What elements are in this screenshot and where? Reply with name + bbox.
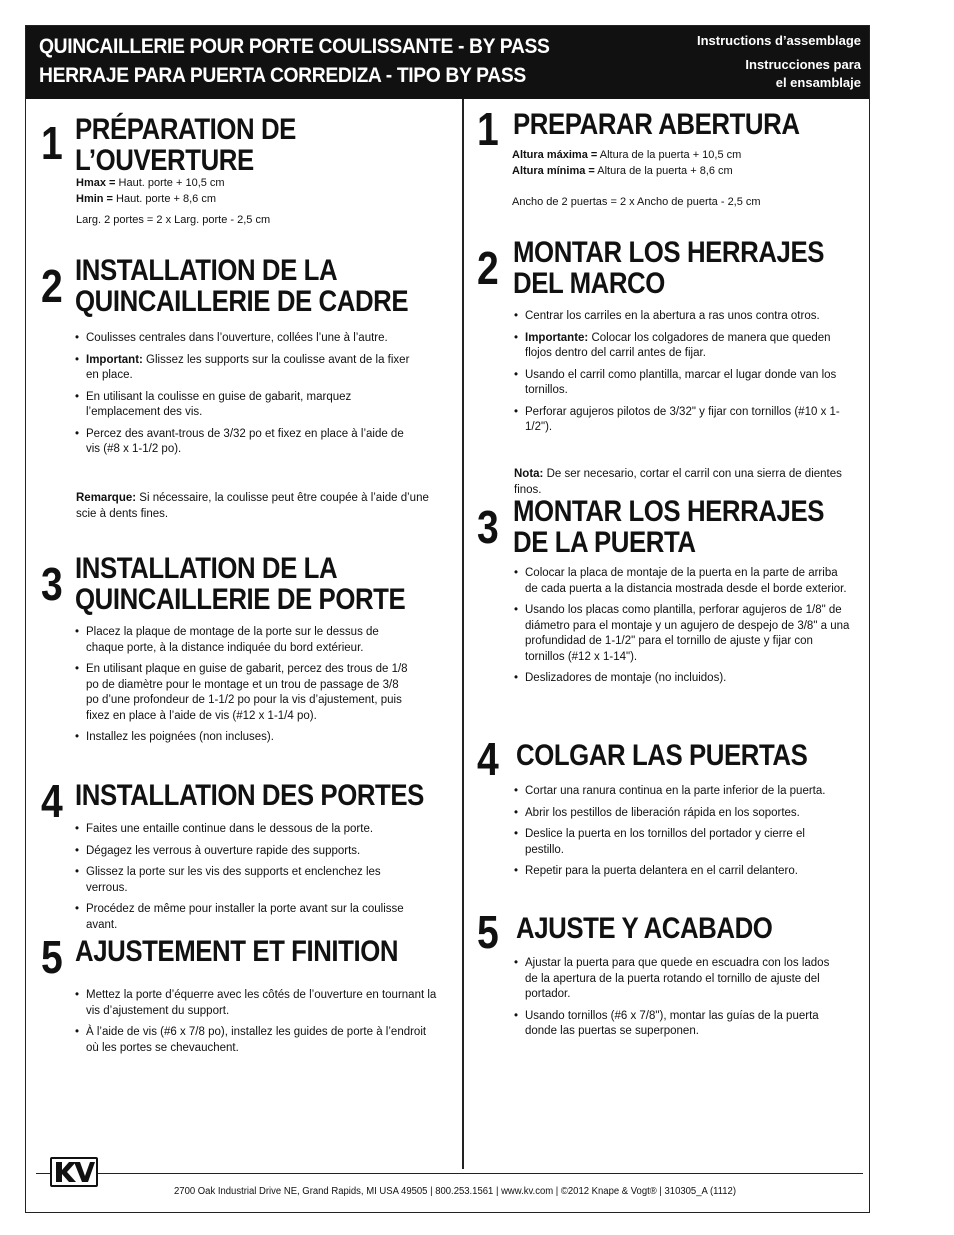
- note: [514, 467, 854, 498]
- step-title-line: COLGAR LAS PUERTAS: [516, 739, 808, 772]
- step-title: [75, 255, 408, 317]
- kv-logo: [50, 1157, 98, 1187]
- list-item-text: Glissez les supports sur la coulisse avant de la fixer en place.: [86, 353, 410, 381]
- bullet-list: [73, 331, 413, 464]
- step-title: [516, 740, 807, 771]
- subtitle-french: Instructions d’assemblage: [697, 33, 861, 48]
- note-text: De ser necesario, cortar el carril con una sierra de dientes finos.: [514, 468, 842, 496]
- width-spec: Ancho de 2 puertas = 2 x Ancho de puerta - 2,5 cm: [512, 196, 761, 208]
- list-item: • Usando los placas como plantilla, perforar agujeros de 1/8" de diámetro para el montaje y un agujero de despejo de 3/8" a una profundidad de 1-1/2" para el tornillo de ajuste y fijar con tornillos (#12 x 1-14").: [512, 603, 852, 665]
- list-item: • Cortar una ranura continua en la parte inferior de la puerta.: [512, 784, 842, 800]
- hmax-label: Altura máxima =: [512, 149, 598, 161]
- hmax-value: Altura de la puerta + 10,5 cm: [597, 149, 742, 161]
- note: [76, 491, 436, 522]
- step-title: [513, 109, 800, 140]
- step-title-line: MONTAR LOS HERRAJES: [513, 236, 825, 269]
- title-french: QUINCAILLERIE POUR PORTE COULISSANTE - BY PASS: [39, 35, 550, 58]
- step-number: 2: [477, 242, 499, 294]
- list-item: • Procédez de même pour installer la porte avant sur la coulisse avant.: [73, 902, 423, 933]
- important-label: Importante:: [525, 331, 589, 344]
- step-title-line: PRÉPARATION DE: [75, 113, 296, 146]
- list-item: [73, 353, 413, 384]
- list-item: • Deslizadores de montaje (no incluidos).: [512, 671, 852, 687]
- list-item: • Colocar la placa de montaje de la puerta en la parte de arriba de cada puerta a la distancia mostrada desde el borde exterior.: [512, 566, 852, 597]
- bullet-list: [512, 566, 852, 693]
- list-item: [512, 331, 852, 362]
- bullet-list: [73, 988, 438, 1062]
- step-number: 1: [477, 103, 499, 155]
- step-title: [75, 553, 405, 615]
- list-item: • Percez des avant-trous de 3/32 po et fixez en place à l’aide de vis (#8 x 1-1/2 po).: [73, 427, 413, 458]
- step-title-line: AJUSTEMENT ET FINITION: [75, 935, 399, 968]
- step-title-line: MONTAR LOS HERRAJES: [513, 495, 825, 528]
- step-title-line: DE LA PUERTA: [513, 526, 696, 559]
- list-item: • Dégagez les verrous à ouverture rapide des supports.: [73, 844, 423, 860]
- width-spec: Larg. 2 portes = 2 x Larg. porte - 2,5 cm: [76, 214, 271, 226]
- list-item: • Abrir los pestillos de liberación rápida en los soportes.: [512, 806, 842, 822]
- list-item: • Placez la plaque de montage de la porte sur le dessus de chaque porte, à la distance indiquée du bord extérieur.: [73, 625, 413, 656]
- height-specs: [512, 148, 852, 211]
- step-title-line: AJUSTE Y ACABADO: [516, 912, 773, 945]
- bullet-list: [73, 822, 423, 939]
- list-item: • À l’aide de vis (#6 x 7/8 po), installez les guides de porte à l’endroit où les portes se chevauchent.: [73, 1025, 438, 1056]
- note-label: Remarque:: [76, 492, 137, 504]
- step-number: 4: [41, 775, 63, 827]
- list-item: • En utilisant la coulisse en guise de gabarit, marquez l’emplacement des vis.: [73, 390, 413, 421]
- step-number: 1: [41, 117, 63, 169]
- note-text: Si nécessaire, la coulisse peut être coupée à l’aide d’une scie à dents fines.: [76, 492, 429, 520]
- list-item: • Glissez la porte sur les vis des supports et enclenchez les verrous.: [73, 865, 423, 896]
- bullet-list: [73, 625, 413, 752]
- document-frame: [25, 25, 870, 1213]
- step-title: [75, 114, 296, 176]
- step-number: 5: [41, 931, 63, 983]
- list-item: • Perforar agujeros pilotos de 3/32" y fijar con tornillos (#10 x 1-1/2").: [512, 405, 852, 436]
- subtitle-spanish-line2: el ensamblaje: [775, 75, 861, 90]
- title-spanish: HERRAJE PARA PUERTA CORREDIZA - TIPO BY PASS: [39, 64, 526, 87]
- height-specs: [76, 176, 436, 229]
- list-item: • Usando el carril como plantilla, marcar el lugar donde van los tornillos.: [512, 368, 852, 399]
- step-number: 4: [477, 733, 499, 785]
- list-item: • Installez les poignées (non incluses).: [73, 730, 413, 746]
- footer-divider: [36, 1173, 863, 1174]
- step-title: [513, 496, 824, 558]
- step-title-line: INSTALLATION DE LA: [75, 254, 338, 287]
- hmax-label: Hmax =: [76, 177, 116, 189]
- step-title-line: DEL MARCO: [513, 267, 665, 300]
- step-number: 3: [477, 501, 499, 553]
- hmin-value: Haut. porte + 8,6 cm: [112, 192, 217, 205]
- step-title: [75, 780, 424, 811]
- list-item: • Coulisses centrales dans l’ouverture, collées l’une à l’autre.: [73, 331, 413, 347]
- note-label: Nota:: [514, 468, 544, 480]
- step-title-line: PREPARAR ABERTURA: [513, 108, 800, 141]
- step-title-line: L’OUVERTURE: [75, 144, 254, 177]
- step-title-line: INSTALLATION DE LA: [75, 552, 338, 585]
- list-item: • Faites une entaille continue dans le dessous de la porte.: [73, 822, 423, 838]
- list-item: • En utilisant plaque en guise de gabarit, percez des trous de 1/8 po de diamètre pour le montage et un trou de passage de 3/8 po d’une profondeur de 1-1/2 po pour la vis d’ajustement, puis fixez en place à l’aide de vis (#12 x 1-1/4 po).: [73, 662, 413, 724]
- subtitle-spanish-line1: Instrucciones para: [745, 57, 861, 72]
- list-item: • Ajustar la puerta para que quede en escuadra con los lados de la apertura de la puerta rotando el tornillo de ajuste del portador.: [512, 956, 837, 1003]
- list-item-text: Colocar los colgadores de manera que queden flojos dentro del carril antes de fijar.: [525, 331, 831, 359]
- step-title-line: QUINCAILLERIE DE PORTE: [75, 583, 406, 616]
- step-number: 2: [41, 260, 63, 312]
- bullet-list: [512, 784, 842, 886]
- hmin-label: Hmin =: [76, 192, 113, 205]
- hmin-label: Altura mínima =: [512, 164, 595, 177]
- list-item: • Centrar los carriles en la abertura a ras unos contra otros.: [512, 309, 852, 325]
- step-title: [513, 237, 824, 299]
- bullet-list: [512, 956, 837, 1046]
- list-item: • Mettez la porte d’équerre avec les côtés de l’ouverture en tournant la vis d’ajustement du support.: [73, 988, 438, 1019]
- step-number: 5: [477, 906, 499, 958]
- bullet-list: [512, 309, 852, 442]
- step-number: 3: [41, 558, 63, 610]
- list-item: • Usando tornillos (#6 x 7/8"), montar las guías de la puerta donde las puertas se superponen.: [512, 1009, 837, 1040]
- hmin-value: Altura de la puerta + 8,6 cm: [594, 164, 733, 177]
- step-title: [75, 936, 398, 967]
- step-title-line: QUINCAILLERIE DE CADRE: [75, 285, 409, 318]
- step-title-line: INSTALLATION DES PORTES: [75, 779, 424, 812]
- important-label: Important:: [86, 353, 143, 366]
- header-bar: [26, 26, 869, 99]
- hmax-value: Haut. porte + 10,5 cm: [115, 177, 225, 189]
- column-divider: [462, 99, 464, 1169]
- step-title: [516, 913, 772, 944]
- footer-address: 2700 Oak Industrial Drive NE, Grand Rapids, MI USA 49505 | 800.253.1561 | www.kv.com | ©2012 Knape & Vogt® | 310305_A (1112): [174, 1186, 736, 1197]
- list-item: • Deslice la puerta en los tornillos del portador y cierre el pestillo.: [512, 827, 842, 858]
- kv-logo-icon: [52, 1159, 96, 1185]
- list-item: • Repetir para la puerta delantera en el carril delantero.: [512, 864, 842, 880]
